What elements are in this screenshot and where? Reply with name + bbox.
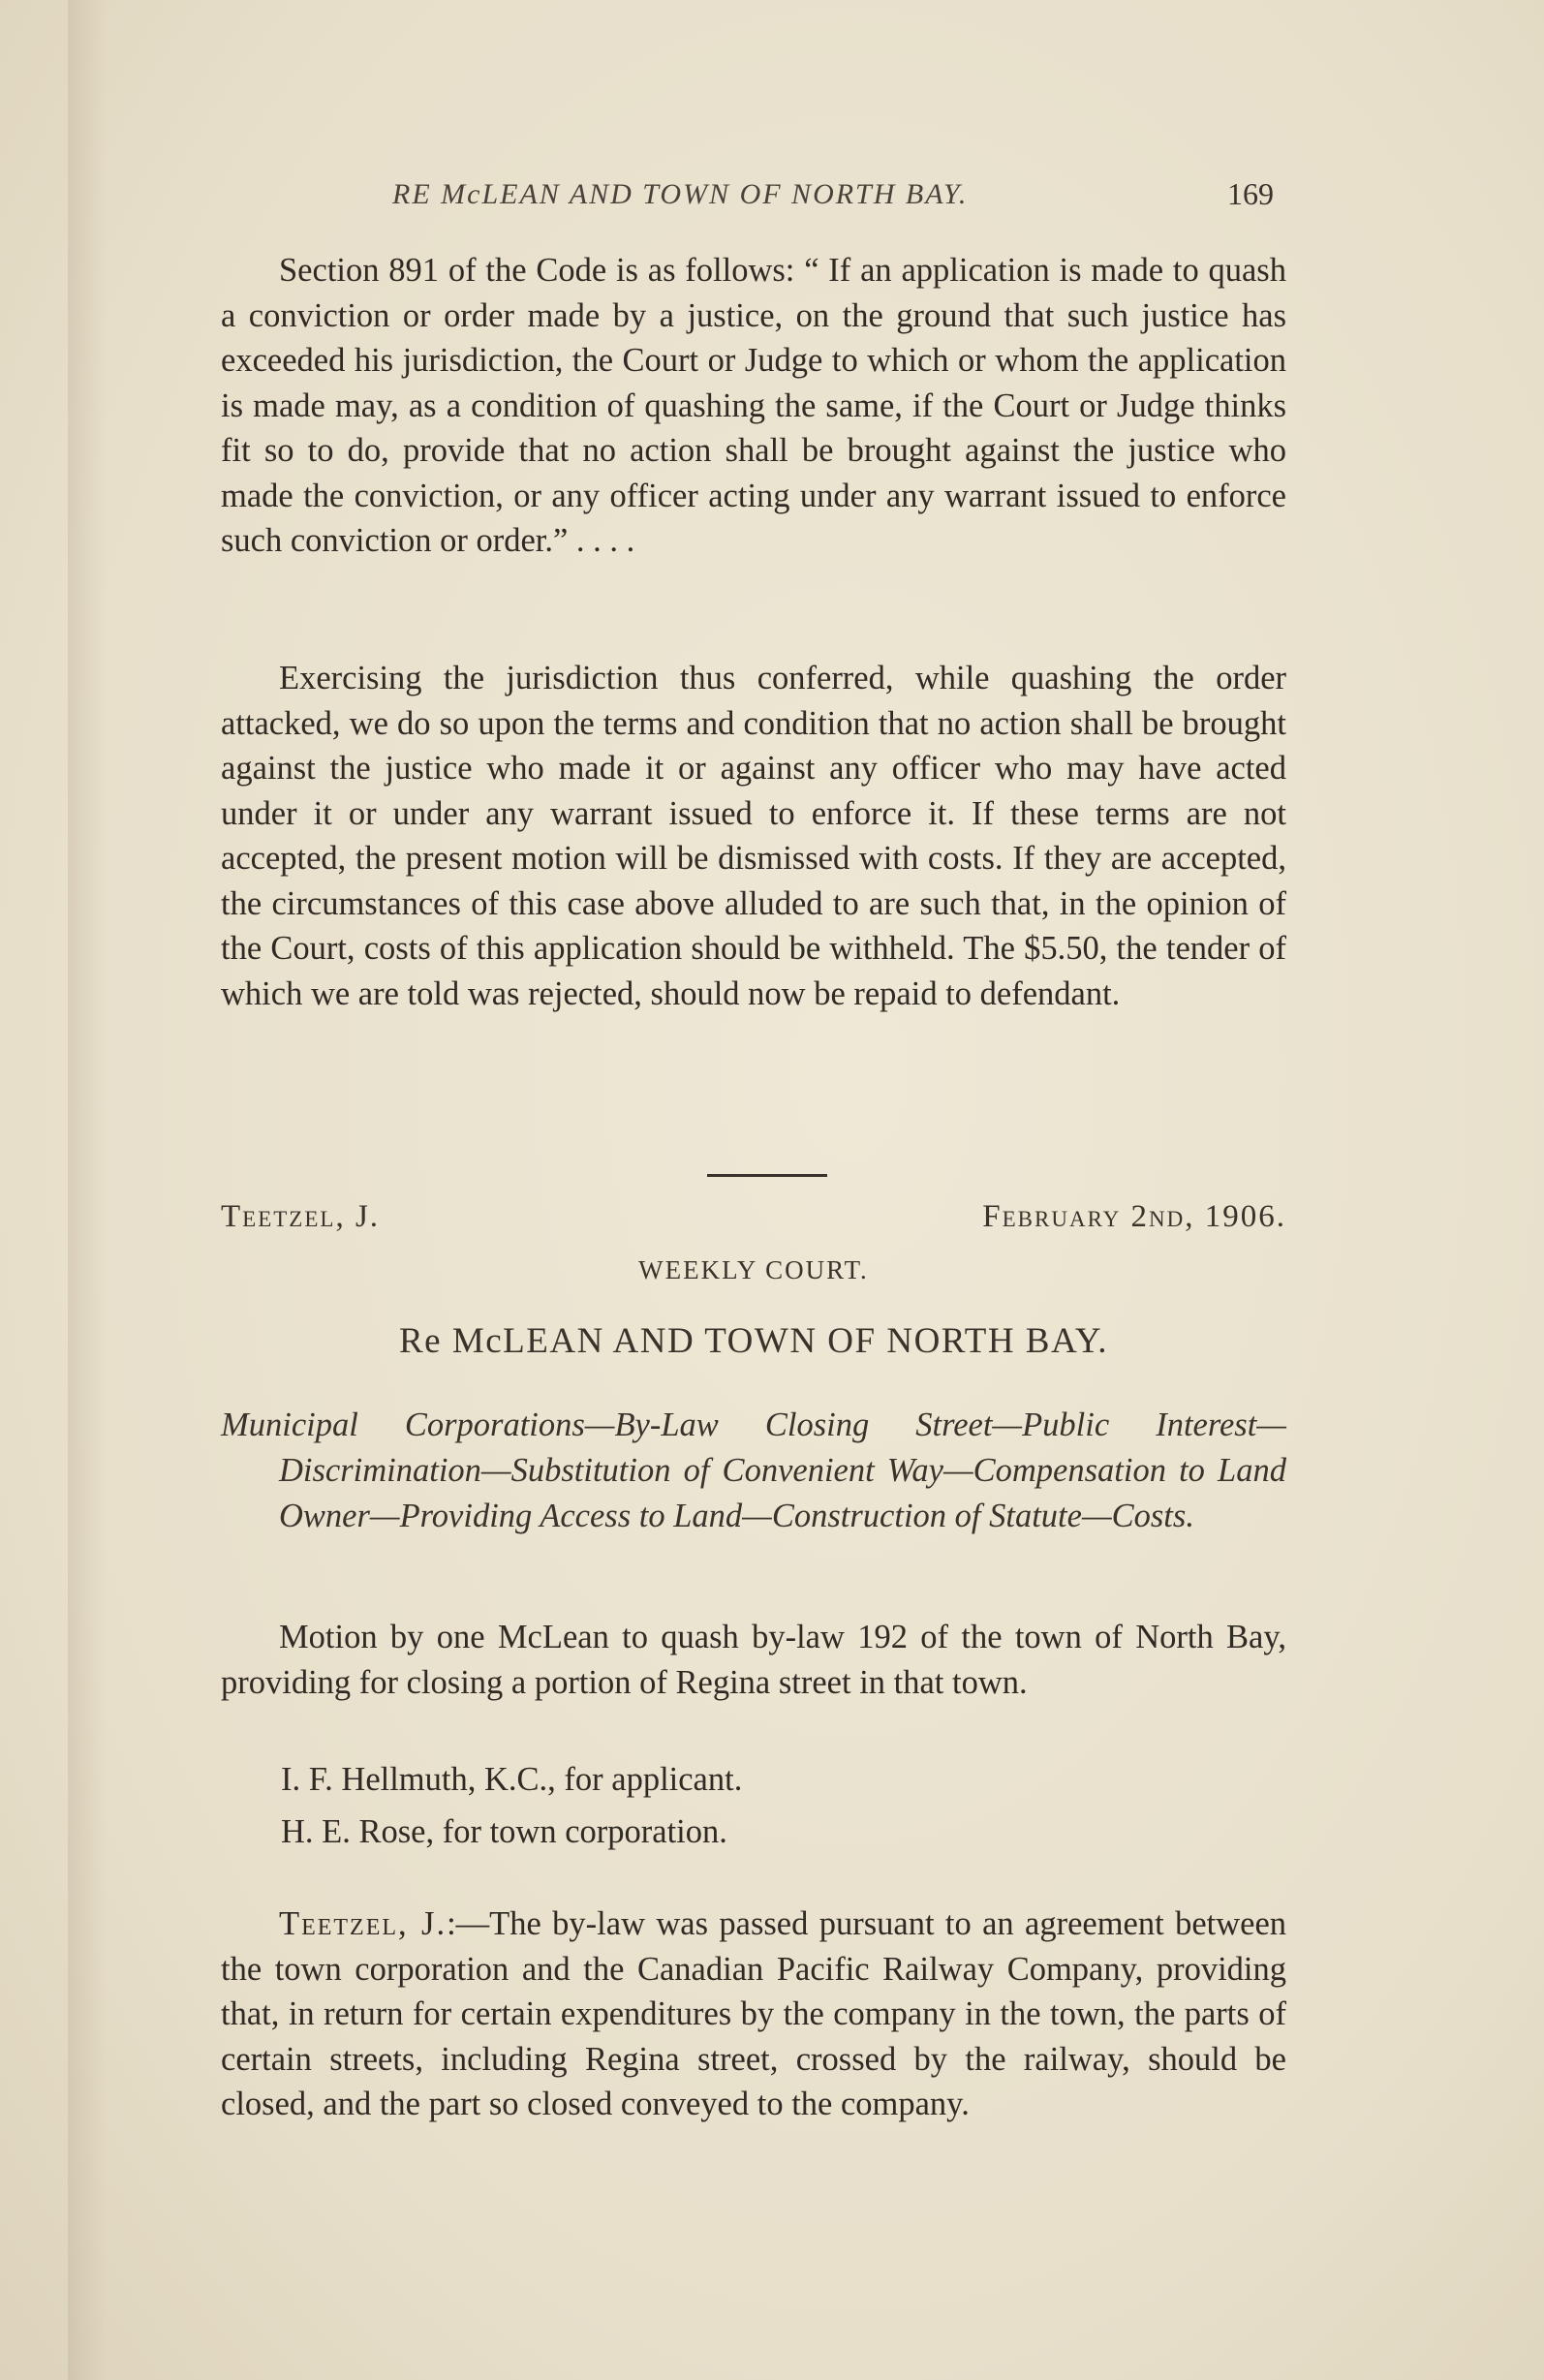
- paragraph-jurisdiction: Exercising the jurisdiction thus conferred, while quashing the order attacked, we do so upon the terms and condition that no action shall be brought against the justice who made it or against any officer who may have acted under it or under any warrant issued to enforce it. If these terms are not accepted, the present motion will be dismissed with costs. If they are accepted, the circumstances of this case above alluded to are such that, in the opinion of the Court, costs of this application should be withheld. The $5.50, the tender of which we are told was rejected, should now be repaid to defendant.: [221, 660, 1286, 1012]
- case-judge-date-line: [221, 1199, 1286, 1244]
- case-judge: Teetzel, J.: [221, 1199, 381, 1234]
- case-headnote: Municipal Corporations—By-Law Closing Street—Public Interest—Discrimination—Substitution of Convenient Way—Compensation to Land Owner—Providing Access to Land—Construction of Statute—Costs.: [221, 1406, 1286, 1534]
- running-head: RE McLEAN AND TOWN OF NORTH BAY.: [392, 178, 969, 210]
- page-number: 169: [1227, 176, 1274, 211]
- judgment-judge: Teetzel, J.: [279, 1905, 448, 1942]
- case-date: February 2nd, 1906.: [982, 1199, 1286, 1234]
- binding-shadow: [68, 0, 107, 2380]
- counsel-applicant: I. F. Hellmuth, K.C., for applicant.: [281, 1761, 743, 1798]
- counsel-town: H. E. Rose, for town corporation.: [281, 1813, 727, 1850]
- case-title: Re McLEAN AND TOWN OF NORTH BAY.: [398, 1321, 1109, 1361]
- paragraph-judgment: [221, 1901, 1286, 2127]
- paragraph-section-891: Section 891 of the Code is as follows: “ If an application is made to quash a conviction or order made by a justice, on the ground that such justice has exceeded his jurisdiction, the Court or Judge to which or whom the application is made may, as a condition of quashing the same, if the Court or Judge thinks fit so to do, provide that no action shall be brought against the justice who made the conviction, or any officer acting under any warrant issued to enforce such conviction or order.” . . . .: [221, 252, 1286, 559]
- court-name: WEEKLY COURT.: [638, 1255, 869, 1284]
- judgment-text: :—The by-law was passed pursuant to an agreement between the town corporation and the Canadian Pacific Railway Company, providing that, in return for certain expenditures by the company in the town, the parts of certain streets, including Regina street, crossed by the railway, should be closed, and the part so closed conveyed to the company.: [221, 1905, 1287, 2122]
- paragraph-motion: Motion by one McLean to quash by-law 192 of the town of North Bay, providing for closing a portion of Regina street in that town.: [221, 1619, 1286, 1701]
- section-divider: [707, 1174, 827, 1177]
- page-header: [218, 172, 1274, 219]
